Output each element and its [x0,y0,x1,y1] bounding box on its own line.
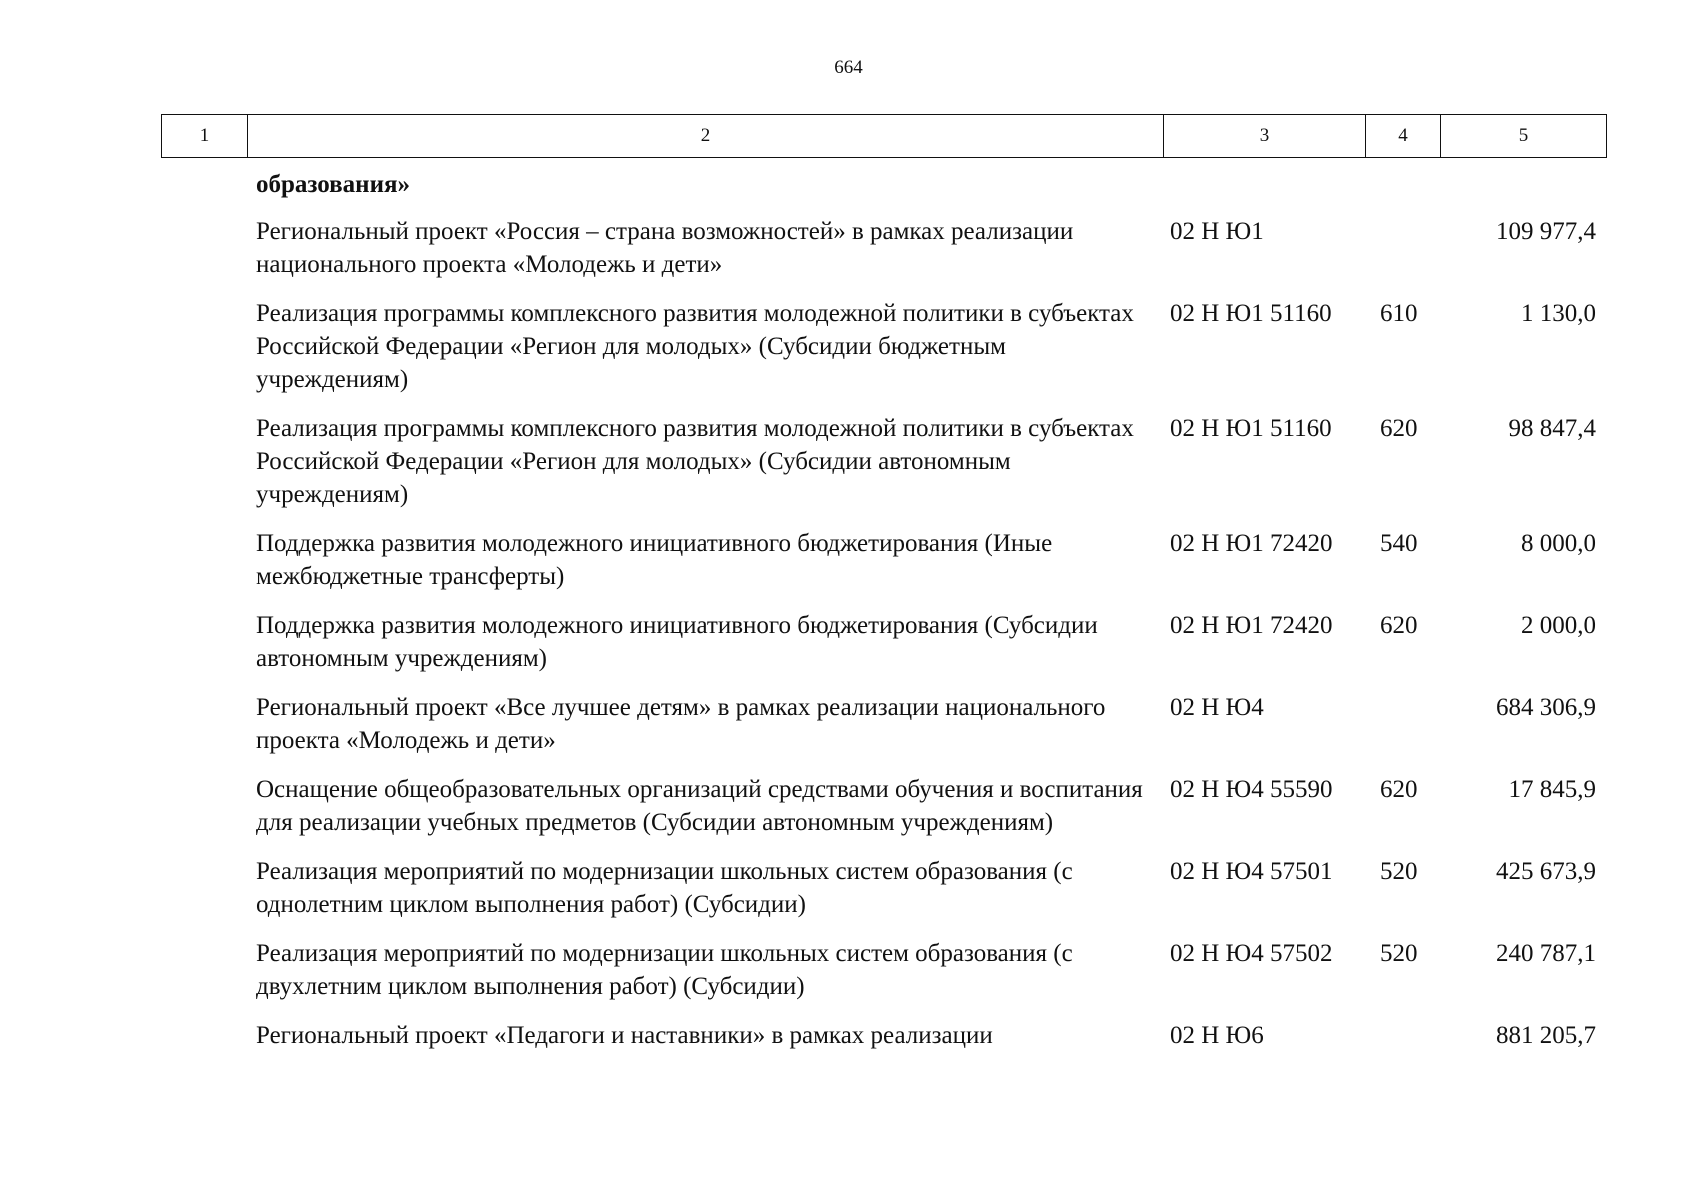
row-name: Оснащение общеобразовательных организаций средствами обучения и воспитания для реализации учебных предметов (Субсидии автономным учреждениям) [256,776,1143,836]
table-row [256,297,1606,396]
row-name: Региональный проект «Россия – страна возможностей» в рамках реализации национального проекта «Молодежь и дети» [256,218,1074,278]
table-header [161,114,1607,158]
row-code: 02 Н Ю1 51160 [1170,300,1332,327]
row-name: Реализация мероприятий по модернизации школьных систем образования (с двухлетним циклом выполнения работ) (Субсидии) [256,940,1073,1000]
table-body [256,168,1606,1068]
row-name: Региональный проект «Все лучшее детям» в рамках реализации национального проекта «Молодежь и дети» [256,694,1106,754]
header-col-2: 2 [248,115,1164,157]
row-type [1380,215,1450,281]
header-col-3: 3 [1164,115,1366,157]
row-type: 620 [1380,776,1418,803]
row-amount: 1 130,0 [1521,300,1596,327]
row-amount: 17 845,9 [1508,776,1596,803]
row-type [1380,1019,1450,1052]
row-name: Реализация мероприятий по модернизации школьных систем образования (с однолетним циклом выполнения работ) (Субсидии) [256,858,1073,918]
table-row [256,609,1606,675]
row-amount: 425 673,9 [1496,858,1596,885]
continuation-text: образования» [256,171,411,198]
table-row [256,527,1606,593]
row-amount: 98 847,4 [1508,415,1596,442]
table-row [256,691,1606,757]
page-number: 664 [834,57,863,78]
header-col-5: 5 [1518,125,1529,146]
row-amount: 2 000,0 [1521,612,1596,639]
table-row [256,215,1606,281]
row-code: 02 Н Ю4 57502 [1170,940,1333,967]
row-amount: 240 787,1 [1496,940,1596,967]
row-name: Поддержка развития молодежного инициативного бюджетирования (Субсидии автономным учреждениям) [256,612,1098,672]
row-code: 02 Н Ю1 72420 [1170,530,1333,557]
row-name: Реализация программы комплексного развития молодежной политики в субъектах Российской Федерации «Регион для молодых» (Субсидии бюджетным учреждениям) [256,300,1134,393]
row-amount: 881 205,7 [1496,1022,1596,1049]
table-row [256,412,1606,511]
row-type [1380,691,1450,757]
header-col-4: 4 [1366,115,1441,157]
table-row [256,773,1606,839]
row-name: Реализация программы комплексного развития молодежной политики в субъектах Российской Федерации «Регион для молодых» (Субсидии автономным учреждениям) [256,415,1134,508]
row-code: 02 Н Ю1 72420 [1170,612,1333,639]
row-code: 02 Н Ю4 55590 [1170,776,1333,803]
row-code: 02 Н Ю6 [1170,1022,1264,1049]
row-amount: 8 000,0 [1521,530,1596,557]
row-code: 02 Н Ю4 [1170,694,1264,721]
row-amount: 109 977,4 [1496,218,1596,245]
row-code: 02 Н Ю1 [1170,218,1264,245]
row-type: 620 [1380,612,1418,639]
row-type: 520 [1380,858,1418,885]
header-col-1: 1 [162,115,248,157]
row-code: 02 Н Ю1 51160 [1170,415,1332,442]
table-row [256,855,1606,921]
continuation-row [256,168,1606,201]
table-row [256,937,1606,1003]
row-type: 610 [1380,300,1418,327]
row-amount: 684 306,9 [1496,694,1596,721]
row-code: 02 Н Ю4 57501 [1170,858,1333,885]
row-type: 520 [1380,940,1418,967]
row-type: 540 [1380,530,1418,557]
row-name: Поддержка развития молодежного инициативного бюджетирования (Иные межбюджетные трансферты) [256,530,1053,590]
row-name: Региональный проект «Педагоги и наставники» в рамках реализации [256,1022,993,1049]
row-type: 620 [1380,415,1418,442]
table-row [256,1019,1606,1052]
